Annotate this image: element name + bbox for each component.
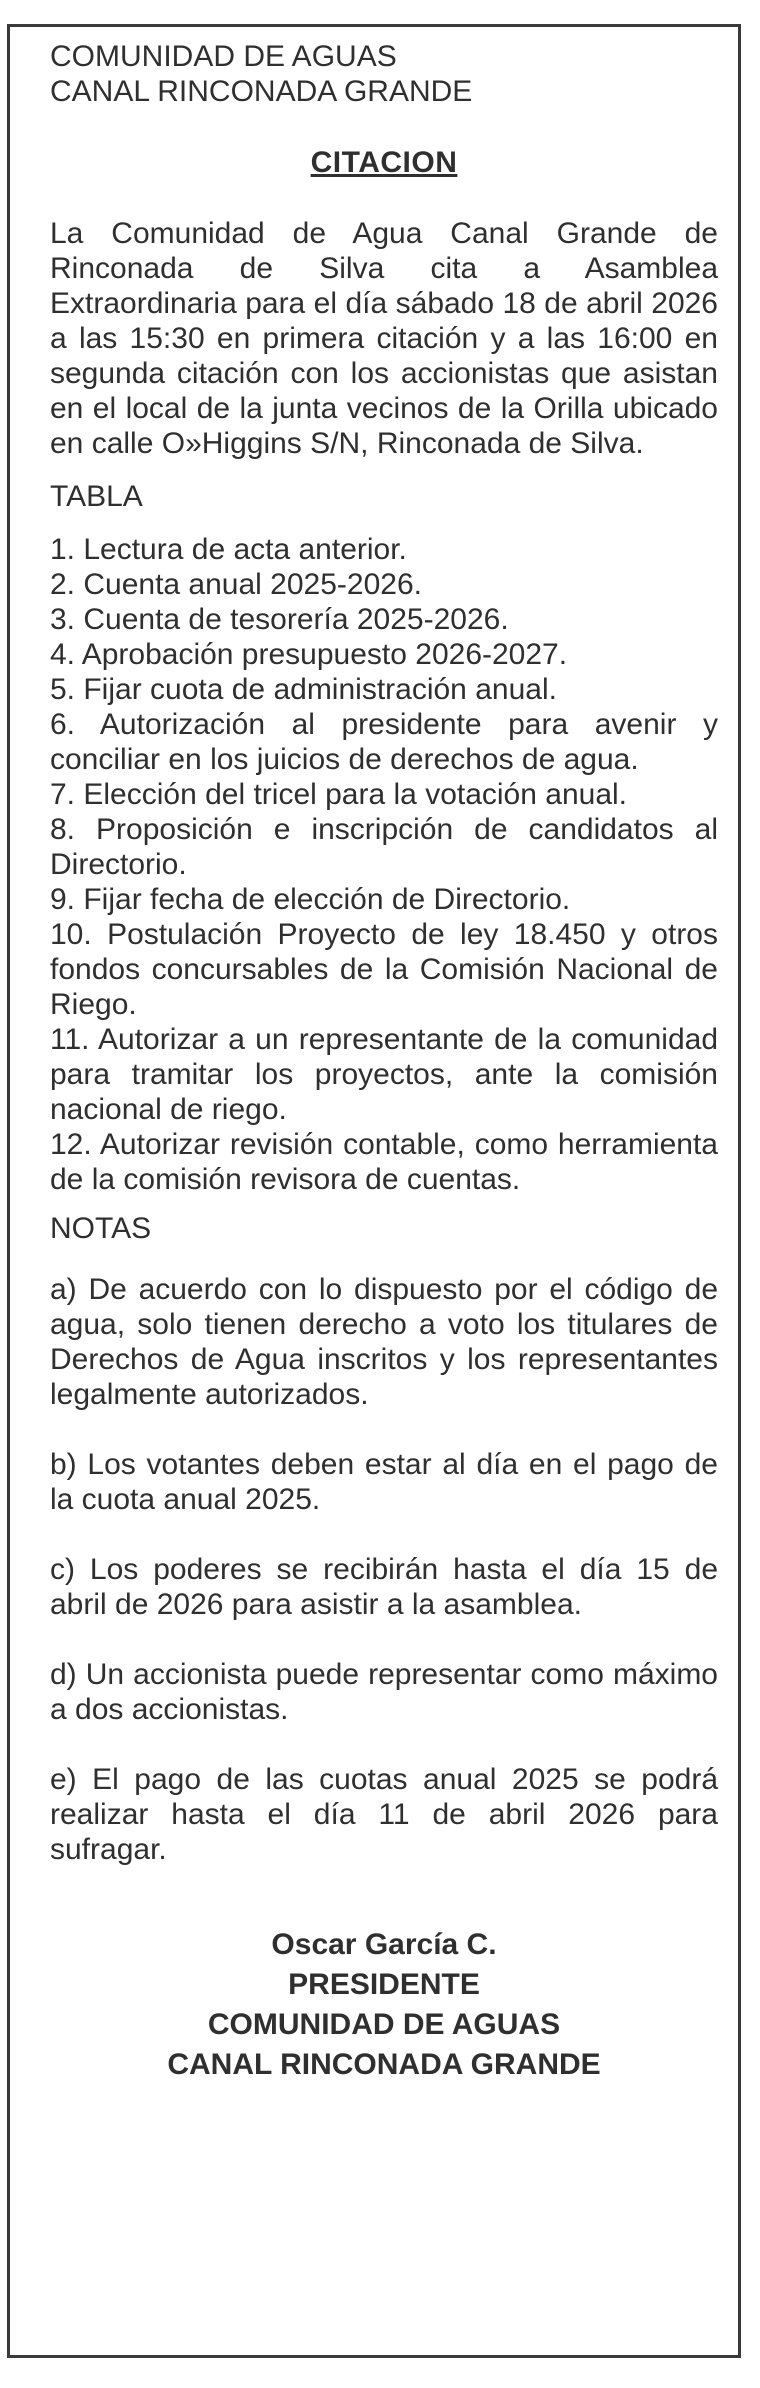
agenda-item: 12. Autorizar revisión contable, como herramienta de la comisión revisora de cuentas. (50, 1128, 718, 1196)
agenda-item: 8. Proposición e inscripción de candidatos al Directorio. (50, 813, 718, 881)
signature-block (50, 1925, 718, 2085)
agenda-item: 10. Postulación Proyecto de ley 18.450 y otros fondos concursables de la Comisión Nacional de Riego. (50, 918, 718, 1021)
agenda-list (50, 532, 718, 1197)
agenda-item: 9. Fijar fecha de elección de Directorio. (50, 883, 571, 916)
agenda-item: 6. Autorización al presidente para avenir y conciliar en los juicios de derechos de agua. (50, 708, 718, 776)
agenda-item: 2. Cuenta anual 2025-2026. (50, 568, 422, 601)
signature-organization: COMUNIDAD DE AGUAS (207, 2008, 561, 2041)
agenda-item: 5. Fijar cuota de administración anual. (50, 673, 557, 706)
note-item: b) Los votantes deben estar al día en el pago de la cuota anual 2025. (50, 1448, 718, 1516)
notice-header (50, 39, 718, 109)
notes-heading: NOTAS (50, 1212, 152, 1245)
signatory-role: PRESIDENTE (288, 1968, 480, 2001)
header-organization: COMUNIDAD DE AGUAS (50, 40, 397, 73)
agenda-heading: TABLA (50, 480, 143, 513)
agenda-item: 4. Aprobación presupuesto 2026-2027. (50, 638, 568, 671)
header-canal: CANAL RINCONADA GRANDE (50, 75, 473, 108)
note-item: a) De acuerdo con lo dispuesto por el código de agua, solo tienen derecho a voto los titulares de Derechos de Agua inscritos y los representantes legalmente autorizados. (50, 1273, 718, 1411)
agenda-item: 1. Lectura de acta anterior. (50, 533, 407, 566)
signatory-name: Oscar García C. (271, 1928, 497, 1961)
notice-title: CITACION (310, 146, 458, 179)
signature-canal: CANAL RINCONADA GRANDE (167, 2048, 601, 2081)
public-notice (7, 24, 741, 2358)
agenda-item: 3. Cuenta de tesorería 2025-2026. (50, 603, 509, 636)
note-item: e) El pago de las cuotas anual 2025 se podrá realizar hasta el día 11 de abril 2026 para sufragar. (50, 1763, 718, 1866)
notes-list (50, 1272, 718, 1867)
agenda-item: 11. Autorizar a un representante de la comunidad para tramitar los proyectos, ante la comisión nacional de riego. (50, 1023, 718, 1126)
note-item: c) Los poderes se recibirán hasta el día 15 de abril de 2026 para asistir a la asamblea. (50, 1553, 718, 1621)
intro-paragraph: La Comunidad de Agua Canal Grande de Rinconada de Silva cita a Asamblea Extraordinaria para el día sábado 18 de abril 2026 a las 15:30 en primera citación y a las 16:00 en segunda citación con los accionistas que asistan en el local de la junta vecinos de la Orilla ubicado en calle O»Higgins S/N, Rinconada de Silva. (50, 217, 718, 460)
note-item: d) Un accionista puede representar como máximo a dos accionistas. (50, 1658, 718, 1726)
agenda-item: 7. Elección del tricel para la votación anual. (50, 778, 628, 811)
